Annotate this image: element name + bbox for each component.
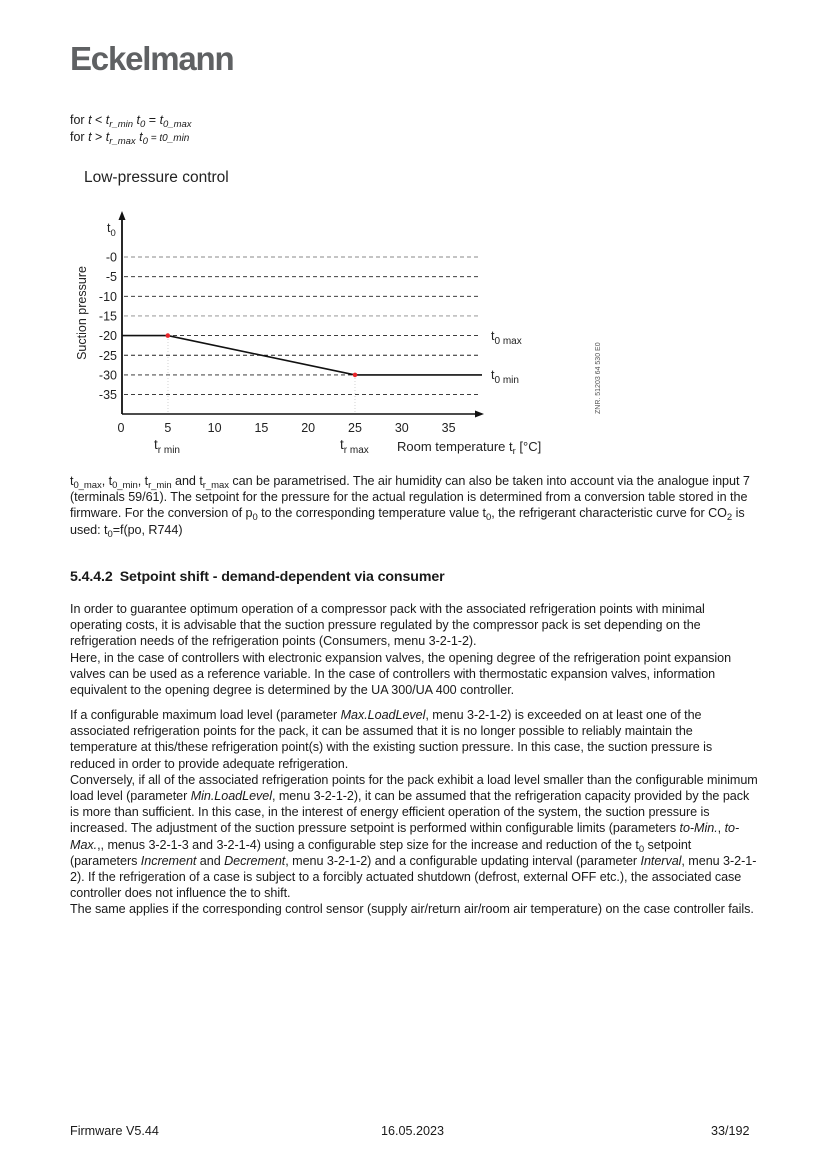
y-axis-arrow-icon bbox=[119, 211, 126, 220]
x-tick-label: 5 bbox=[164, 421, 172, 435]
x-tick-label: 25 bbox=[348, 421, 362, 435]
y-tick-label: -20 bbox=[98, 329, 117, 344]
t0max-label: $t_{0 max}$ bbox=[491, 329, 522, 347]
t0min-label: $t_{0 min}$ bbox=[491, 368, 519, 386]
grid-lines bbox=[124, 257, 481, 395]
marker-dot bbox=[353, 373, 358, 378]
x-tick-label: 30 bbox=[394, 421, 409, 435]
y-tick-label: -30 bbox=[98, 368, 117, 383]
marker-dot bbox=[166, 333, 171, 338]
y-tick-label: -10 bbox=[98, 289, 117, 304]
y-axis-label: Suction pressure bbox=[75, 266, 89, 360]
section-number: 5.4.4.2 bbox=[70, 569, 113, 585]
x-tick-labels bbox=[118, 421, 456, 435]
x-axis-arrow-icon bbox=[475, 411, 484, 418]
formula-line-1: for $t < t_{r\_min}$ $t_0 = t_{0\_max}$ bbox=[70, 113, 192, 130]
low-pressure-chart bbox=[0, 0, 827, 470]
paragraph-intro: In order to guarantee optimum operation of a compressor pack with the associated refrigeration points with minimal operating costs, it is advisable that the suction pressure regulated by the compressor pack is set depending on the refrigeration needs of the refrigeration points (Consumers, menu 3-2-1-2). Here, in the case of controllers with electronic expansion valves, the opening degree of the refrigeration point expansion valves can be used as a reference variable. In the case of controllers with thermostatic expansion valves, information equivalent to the opening degree is determined by the UA 300/UA 400 controller. bbox=[70, 602, 732, 698]
section-title: Setpoint shift - demand-dependent via consumer bbox=[119, 569, 445, 585]
x-tick-label: 35 bbox=[441, 421, 456, 435]
x-tick-label: 10 bbox=[207, 421, 222, 435]
footer-date: 16.05.2023 bbox=[381, 1124, 445, 1138]
footer-page-number: 33/192 bbox=[711, 1124, 750, 1138]
x-tick-label: 0 bbox=[117, 421, 125, 435]
drawing-code: ZNR. 51203 64 530 E0 bbox=[595, 342, 602, 414]
x-axis-label: Room temperature $t_r$ [°C] bbox=[397, 439, 542, 457]
y-tick-label: -15 bbox=[98, 309, 117, 324]
y-tick-label: -25 bbox=[98, 348, 117, 363]
y-tick-label: -0 bbox=[105, 250, 117, 265]
paragraph-load-level: If a configurable maximum load level (parameter Max.LoadLevel, menu 3-2-1-2) is exceeded on at least one of the associated refrigeration points for the pack, it can be assumed that it is no longer possible to reliably maintain the temperature at this/these refrigeration point(s) with the existing suction pressure. In this case, the suction pressure is reduced in order to provide adequate refrigeration. Conversely, if all of the associated refrigeration points for the pack exhibit a load level smaller than the configurable minimum load level (parameter Min.LoadLevel, menu 3-2-1-2), it can be assumed that the refrigeration capacity provided by the pack is more than sufficient. In this case, in the interest of energy efficient operation of the system, the suction pressure is increased. The adjustment of the suction pressure setpoint is performed within configurable limits (parameters to-Min., to-Max.,, menus 3-2-1-3 and 3-2-1-4) using a configurable step size for the increase and reduction of the $t_0$ setpoint (parameters Increment and Decrement, menu 3-2-1-2) and a configurable updating interval (parameter Interval, menu 3-2-1-2). If the refrigeration of a case is subject to a forcibly actuated shutdown (defrost, external OFF etc.), the associated case controller does not influence the to shift. The same applies if the corresponding control sensor (supply air/return air/room air temperature) on the case controller fails. bbox=[70, 708, 758, 917]
section-heading bbox=[70, 569, 445, 585]
eckelmann-logo: Eckelmann bbox=[70, 40, 234, 77]
y-tick-labels bbox=[99, 251, 117, 403]
trmin-label: $t_{r min}$ bbox=[154, 437, 180, 456]
y-axis-symbol: $t_0$ bbox=[107, 221, 116, 239]
footer-firmware: Firmware V5.44 bbox=[70, 1124, 159, 1138]
formula-line-2: for $t > t_{r\_max}$ $t_0$ = t0_min bbox=[70, 130, 190, 147]
y-tick-label: -5 bbox=[105, 270, 117, 285]
chart-title: Low-pressure control bbox=[84, 169, 229, 186]
y-tick-label: -35 bbox=[98, 388, 117, 403]
x-tick-label: 20 bbox=[301, 421, 316, 435]
paragraph-parameters: $t_{0\_max}$, $t_{0\_min}$, $t_{r\_min}$ and $t_{r\_max}$ can be parametrised. The air humidity can also be taken into account via the analogue input 7 (terminals 59/61). The setpoint for the pressure for the actual regulation is determined from a conversion table stored in the firmware. For the conversion of $p_0$ to the corresponding temperature value $t_0$, the refrigerant characteristic curve for $CO_2$ is used: $t_0=f(po$, R744) bbox=[70, 474, 750, 540]
trmax-label: $t_{r max}$ bbox=[340, 437, 369, 456]
x-tick-label: 15 bbox=[254, 421, 269, 435]
